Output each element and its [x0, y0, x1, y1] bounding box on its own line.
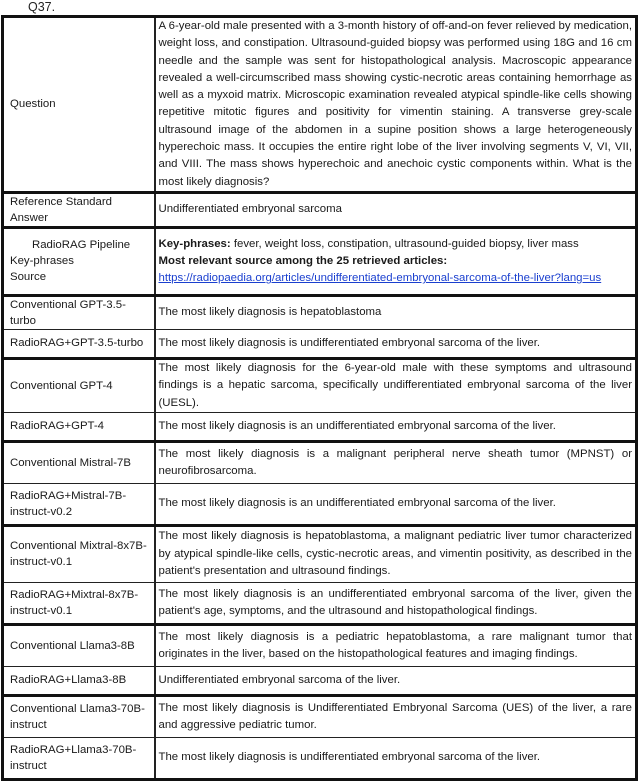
reference-label: Reference Standard Answer	[3, 192, 155, 227]
model-name: Conventional Llama3-70B-instruct	[3, 695, 155, 737]
keyphrases-line	[159, 236, 633, 253]
question-label: Question	[3, 17, 155, 193]
reference-row	[3, 192, 637, 227]
answer-row	[3, 329, 637, 358]
model-name: RadioRAG+Mistral-7B-instruct-v0.2	[3, 483, 155, 525]
model-answer: The most likely diagnosis is hepatoblastoma	[155, 295, 637, 329]
model-answer: Undifferentiated embryonal sarcoma of the liver.	[155, 666, 637, 695]
answer-row	[3, 483, 637, 525]
model-name: RadioRAG+Llama3-70B-instruct	[3, 737, 155, 779]
answer-row	[3, 737, 637, 779]
source-row	[3, 227, 637, 295]
question-number: Q37.	[28, 0, 56, 14]
model-name: Conventional Mistral-7B	[3, 441, 155, 483]
answer-row	[3, 412, 637, 441]
answer-row	[3, 441, 637, 483]
model-name: RadioRAG+GPT-4	[3, 412, 155, 441]
source-label-keyphrases: Key-phrases	[10, 255, 74, 268]
model-answer: The most likely diagnosis is an undifferentiated embryonal sarcoma of the liver.	[155, 483, 637, 525]
question-text: A 6-year-old male presented with a 3-month history of off-and-on fever relieved by medication, weight loss, and constipation. Ultrasound-guided biopsy was performed using 18G and 16 cm needle and the sample was sent for histopathological analysis. Macroscopic appearance revealed a well-circumscribed mass showing cystic-necrotic areas containing hemorrhage as well as a myxoid matrix. Microscopic examination revealed atypical spindle-like cells showing repetitive mitotic figures and positivity for vimentin staining. A transverse grey-scale ultrasound image of the abdomen in a supine position shows a large heterogeneously hyperechoic mass. It occupies the entire right lobe of the liver involving segments V, VI, VII, and VIII. The mass shows hyperechoic and anechoic cystic components within. What is the most likely diagnosis?	[155, 17, 637, 193]
source-content	[155, 227, 637, 295]
model-answer: The most likely diagnosis for the 6-year-old male with these symptoms and ultrasound findings is a hepatic sarcoma, specifically undifferentiated embryonal sarcoma of the liver (UESL).	[155, 358, 637, 412]
model-answer: The most likely diagnosis is an undifferentiated embryonal sarcoma of the liver, given the patient's age, symptoms, and the ultrasound and histopathological findings.	[155, 582, 637, 624]
model-answer: The most likely diagnosis is an undifferentiated embryonal sarcoma of the liver.	[155, 412, 637, 441]
answer-row	[3, 624, 637, 666]
model-name: Conventional Llama3-8B	[3, 624, 155, 666]
model-answer: The most likely diagnosis is a malignant peripheral nerve sheath tumor (MPNST) or neurofibrosarcoma.	[155, 441, 637, 483]
source-label	[3, 227, 155, 295]
model-name: RadioRAG+Mixtral-8x7B-instruct-v0.1	[3, 582, 155, 624]
model-name: RadioRAG+Llama3-8B	[3, 666, 155, 695]
reference-answer: Undifferentiated embryonal sarcoma	[155, 192, 637, 227]
question-row	[3, 17, 637, 193]
model-answer: The most likely diagnosis is hepatoblastoma, a malignant pediatric liver tumor characterized by atypical spindle-like cells, cystic-necrotic areas, and vimentin positivity, as described in the patient's presentation and ultrasound findings.	[155, 525, 637, 582]
keyphrases-heading: Key-phrases:	[158, 237, 231, 250]
model-answer: The most likely diagnosis is undifferentiated embryonal sarcoma of the liver.	[155, 737, 637, 779]
model-name: Conventional Mixtral-8x7B-instruct-v0.1	[3, 525, 155, 582]
model-answer: The most likely diagnosis is Undifferentiated Embryonal Sarcoma (UES) of the liver, a rare and aggressive pediatric tumor.	[155, 695, 637, 737]
answer-row	[3, 582, 637, 624]
source-label-pipeline: RadioRAG Pipeline	[32, 239, 131, 252]
answer-row	[3, 666, 637, 695]
keyphrases-list: fever, weight loss, constipation, ultrasound-guided biopsy, liver mass	[230, 237, 579, 250]
model-name: Conventional GPT-3.5-turbo	[3, 295, 155, 329]
source-label-source: Source	[10, 271, 47, 284]
model-answer: The most likely diagnosis is a pediatric hepatoblastoma, a rare malignant tumor that originates in the liver, based on the histopathological features and imaging findings.	[155, 624, 637, 666]
model-name: RadioRAG+GPT-3.5-turbo	[3, 329, 155, 358]
answer-row	[3, 525, 637, 582]
qa-table	[1, 15, 638, 781]
model-name: Conventional GPT-4	[3, 358, 155, 412]
source-heading: Most relevant source among the 25 retrieved articles:	[158, 254, 448, 267]
answer-row	[3, 695, 637, 737]
source-link[interactable]: https://radiopaedia.org/articles/undifferentiated-embryonal-sarcoma-of-the-liver?lang=us	[158, 272, 602, 285]
model-answer: The most likely diagnosis is undifferentiated embryonal sarcoma of the liver.	[155, 329, 637, 358]
answer-row	[3, 358, 637, 412]
answer-row	[3, 295, 637, 329]
